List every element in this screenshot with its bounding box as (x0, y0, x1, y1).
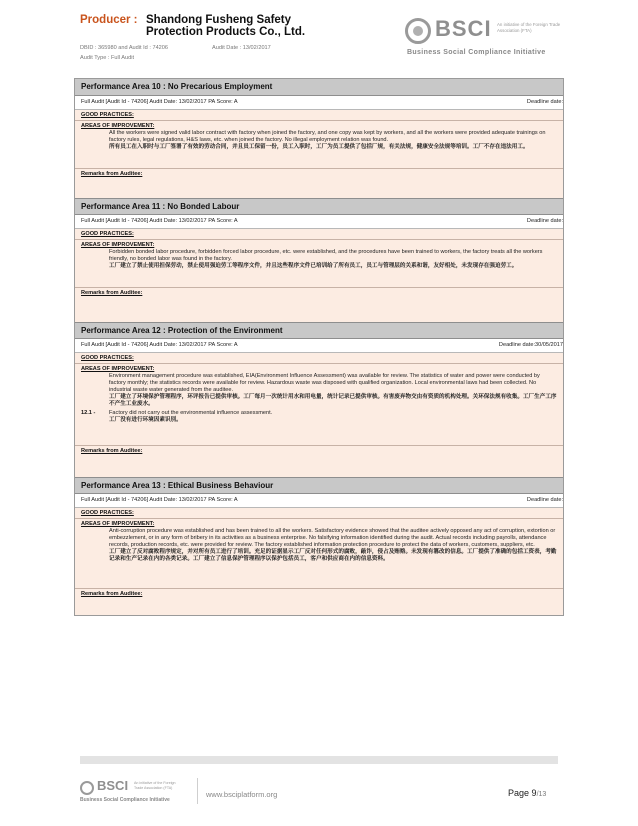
footer-bsci-logo (80, 778, 190, 806)
section-meta-text: Full Audit [Audit Id - 74206] Audit Date: 13/02/2017 PA Score: A (81, 497, 238, 503)
footer-url-link[interactable]: www.bsciplatform.org (206, 790, 278, 799)
areas-of-improvement-row (75, 364, 563, 446)
good-practices-row (75, 229, 563, 240)
audit-date-text: Audit Date : 13/02/2017 (212, 45, 271, 51)
areas-of-improvement-label: AREAS OF IMPROVEMENT: (81, 366, 155, 372)
dbid-text: DBID : 365980 and Audit Id : 74206 (80, 45, 169, 51)
footer-logo-text: BSCI (97, 778, 129, 793)
item-text-zh: 工厂没有进行环境因素识别。 (109, 417, 182, 423)
good-practices-label: GOOD PRACTICES: (81, 231, 134, 237)
audit-type-text: Audit Type : Full Audit (80, 55, 135, 61)
improvement-text-en: All the workers were signed valid labor contract with factory when joined the factory, and one copy was kept by workers, and all the workers were provided adequate trainings on factory rules, legal regulations, H&S laws, etc. when joined the factory. No illegal employment relation was found. (109, 130, 546, 143)
deadline-text: Deadline date: (526, 497, 563, 503)
performance-areas-panel (74, 78, 564, 616)
remarks-label: Remarks from Auditee: (81, 171, 143, 177)
bsci-logo-tagline: Business Social Compliance Initiative (407, 49, 546, 56)
remarks-row (75, 446, 563, 457)
deadline-text: Deadline date:30/05/2017 (498, 342, 563, 348)
performance-area-10 (75, 79, 563, 180)
section-meta-text: Full Audit [Audit Id - 74206] Audit Date: 13/02/2017 PA Score: A (81, 342, 238, 348)
good-practices-row (75, 353, 563, 364)
remarks-row (75, 288, 563, 299)
section-meta-text: Full Audit [Audit Id - 74206] Audit Date: 13/02/2017 PA Score: A (81, 218, 238, 224)
remarks-label: Remarks from Auditee: (81, 448, 143, 454)
remarks-row (75, 589, 563, 600)
section-meta (75, 339, 563, 353)
page-total: /13 (536, 791, 547, 798)
section-title: Performance Area 11 : No Bonded Labour (75, 198, 563, 215)
remarks-row (75, 169, 563, 180)
item-text (109, 410, 557, 424)
footer-globe-icon (80, 781, 94, 795)
section-title: Performance Area 12 : Protection of the Environment (75, 322, 563, 339)
section-meta (75, 96, 563, 110)
areas-of-improvement-row (75, 240, 563, 288)
performance-area-11 (75, 198, 563, 299)
section-title: Performance Area 10 : No Precarious Employment (75, 79, 563, 96)
improvement-text-en: Environment management procedure was established, EIA(Environment Influence Assessment) was available for review. The statistics of water and power were conducted by factory monthly; the statistics records were available for review. Hazardous waste was disposed with qualified organization. Local environmental laws had been collected. No industrial waste water generated from the auditee. (109, 373, 540, 393)
good-practices-label: GOOD PRACTICES: (81, 112, 134, 118)
footer-logo-tagline: Business Social Compliance Initiative (80, 797, 170, 803)
deadline-text: Deadline date: (526, 99, 563, 105)
improvement-text-zh: 工厂建立了反对腐败程序规定，并对所有员工进行了培训。充足的证据显示工厂反对任何形式的腐败，敲诈，侵占及贿赂。未发现有篡改的信息。工厂提供了准确的包括工资表，考勤记录和生产记录在内的各类记录。工厂建立了信息保护管理程序以保护包括员工，客户和供应商在内的信息资料。 (109, 549, 557, 562)
section-meta (75, 215, 563, 229)
improvement-text-en: Anti-corruption procedure was established and has been trained to all the workers. Satisfactory evidence showed that the auditee actively opposed any act of corruption, extortion or embezzlement, or in any form of bribery in its activities as a business enterprise. No falsifying information identified during the audit. Actual records including payrolls, attendance records, production records, etc. were provided for review. The factory established information protection procedure to protect the data of workers, customers, suppliers, etc. (109, 528, 556, 548)
producer-label: Producer : (80, 14, 138, 26)
bsci-logo-text: BSCI (435, 16, 492, 41)
areas-of-improvement-label: AREAS OF IMPROVEMENT: (81, 242, 155, 248)
item-number: 12.1 - (81, 410, 96, 416)
improvement-text (109, 528, 557, 563)
improvement-text (109, 130, 557, 151)
deadline-text: Deadline date: (526, 218, 563, 224)
audit-meta-line (80, 45, 271, 51)
improvement-item (81, 410, 557, 424)
areas-of-improvement-row (75, 519, 563, 589)
bsci-logo-subtext: An initiative of the Foreign Trade Association (FTA) (497, 22, 561, 33)
page-current: 9 (531, 788, 537, 798)
improvement-text-zh: 工厂建立了禁止使用担保劳动，禁止使用强迫劳工等程序文件，并且这些程序文件已培训给了所有员工，员工与管理层的关系和谐，友好相处，未发现存在强迫劳工。 (109, 263, 518, 269)
improvement-text (109, 373, 557, 408)
improvement-text (109, 249, 557, 270)
section-meta (75, 494, 563, 508)
item-text-en: Factory did not carry out the environmental influence assessment. (109, 410, 273, 416)
improvement-text-zh: 工厂建立了环境保护管理程序，环评报告已提供审核。工厂每月一次统计用水和用电量，统计记录已提供审核。有害废弃物交由有资质的机构处理。关环保法规有收集。工厂生产工序不产生工业废水。 (109, 394, 557, 407)
improvement-text-en: Forbidden bonded labor procedure, forbidden forced labor procedure, etc. were established, and the procedures have been trained to workers, the factory treats all the workers friendly, no bonded labor was found in the factory. (109, 249, 543, 262)
good-practices-row (75, 508, 563, 519)
remarks-label: Remarks from Auditee: (81, 290, 143, 296)
section-meta-text: Full Audit [Audit Id - 74206] Audit Date: 13/02/2017 PA Score: A (81, 99, 238, 105)
bsci-logo (405, 18, 565, 66)
footer-divider-bar (80, 756, 558, 764)
improvement-text-zh: 所有员工在入职时与工厂签署了有效的劳动合同，并且员工保留一份，员工入职时，工厂为员工提供了包括厂规，有关法规，健康安全法规等培训。工厂不存在违法用工。 (109, 144, 529, 150)
report-header (80, 14, 561, 74)
good-practices-row (75, 110, 563, 121)
areas-of-improvement-label: AREAS OF IMPROVEMENT: (81, 521, 155, 527)
footer-logo-subtext: An initiative of the Foreign Trade Association (FTA) (134, 781, 176, 790)
section-title: Performance Area 13 : Ethical Business Behaviour (75, 477, 563, 494)
bsci-globe-icon (405, 18, 431, 44)
page-word: Page (508, 788, 530, 798)
good-practices-label: GOOD PRACTICES: (81, 355, 134, 361)
areas-of-improvement-label: AREAS OF IMPROVEMENT: (81, 123, 155, 129)
producer-name: Shandong Fusheng Safety Protection Products Co., Ltd. (146, 14, 306, 38)
performance-area-13 (75, 477, 563, 600)
good-practices-label: GOOD PRACTICES: (81, 510, 134, 516)
footer-separator (197, 778, 198, 804)
performance-area-12 (75, 322, 563, 457)
areas-of-improvement-row (75, 121, 563, 169)
remarks-label: Remarks from Auditee: (81, 591, 143, 597)
page-number (508, 788, 546, 798)
